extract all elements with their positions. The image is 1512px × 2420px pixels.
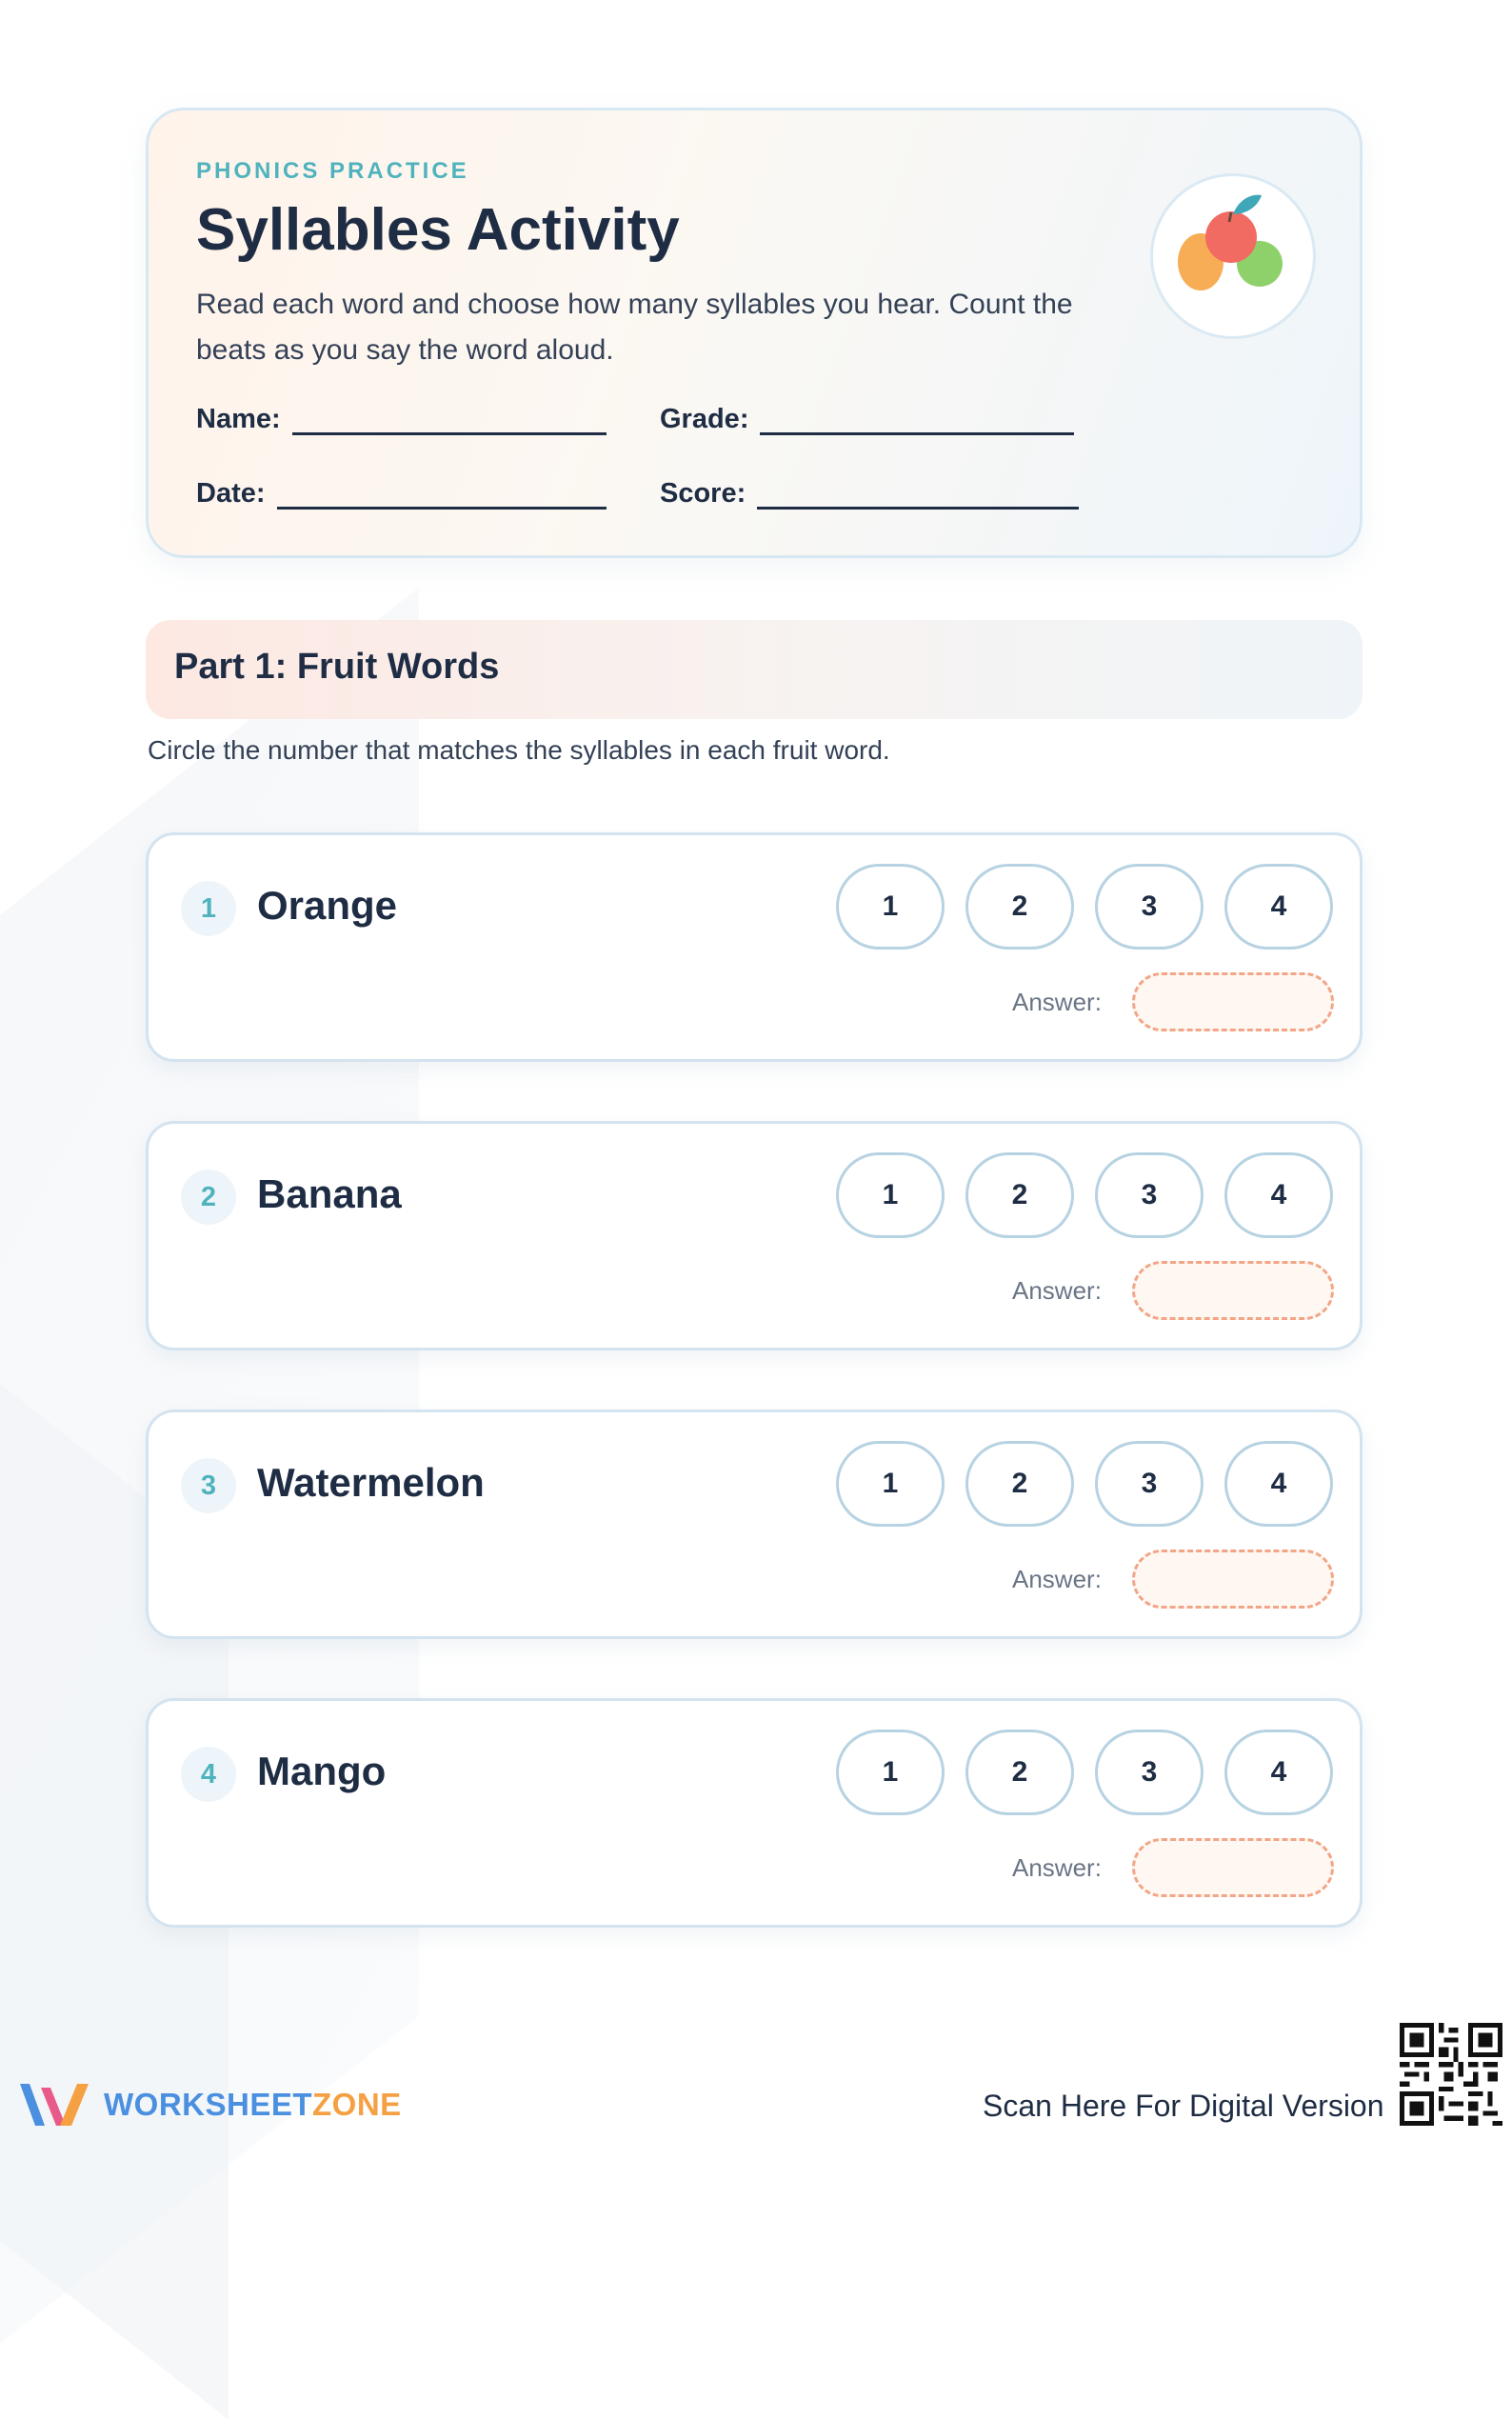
grade-line[interactable] [760, 404, 1074, 435]
choice-option[interactable]: 1 [836, 1730, 945, 1815]
worksheetzone-logo[interactable] [16, 2078, 402, 2131]
answer-label: Answer: [1012, 1565, 1102, 1593]
fruit-badge [1150, 173, 1316, 339]
activity-instructions: Read each word and choose how many syllables you hear. Count the beats as you say the word aloud. [196, 289, 1073, 366]
question-card-1 [146, 832, 1363, 1062]
section-instructions: Circle the number that matches the syllables in each fruit word. [148, 735, 890, 765]
choice-option[interactable]: 2 [965, 1152, 1074, 1238]
logo-text-part2: ZONE [312, 2087, 402, 2122]
page-title: Syllables Activity [196, 197, 680, 263]
choice-option[interactable]: 3 [1095, 864, 1204, 950]
question-word: Watermelon [257, 1460, 485, 1505]
choice-option[interactable]: 2 [965, 1730, 1074, 1815]
choice-group [836, 1730, 1333, 1815]
question-card-3 [146, 1410, 1363, 1639]
question-number: 3 [181, 1458, 236, 1513]
choice-option[interactable]: 3 [1095, 1441, 1204, 1527]
answer-label: Answer: [1012, 1853, 1102, 1882]
question-number: 2 [181, 1170, 236, 1225]
grade-label: Grade: [660, 404, 749, 434]
date-label: Date: [196, 478, 266, 509]
answer-box[interactable] [1132, 972, 1334, 1031]
choice-option[interactable]: 4 [1224, 864, 1333, 950]
question-number: 1 [181, 881, 236, 936]
choice-group [836, 864, 1333, 950]
question-card-4 [146, 1698, 1363, 1928]
choice-option[interactable]: 4 [1224, 1152, 1333, 1238]
question-card-2 [146, 1121, 1363, 1350]
choice-group [836, 1441, 1333, 1527]
section-title: Part 1: Fruit Words [174, 647, 500, 687]
eyebrow-label: PHONICS PRACTICE [196, 158, 469, 184]
qr-code-icon[interactable] [1400, 2023, 1502, 2126]
answer-box[interactable] [1132, 1838, 1334, 1897]
section-banner [146, 620, 1363, 719]
question-word: Mango [257, 1749, 387, 1793]
choice-option[interactable]: 4 [1224, 1730, 1333, 1815]
score-field[interactable] [660, 478, 1079, 510]
choice-option[interactable]: 4 [1224, 1441, 1333, 1527]
choice-option[interactable]: 1 [836, 1152, 945, 1238]
header-card [146, 108, 1363, 558]
date-field[interactable] [196, 478, 607, 510]
answer-label: Answer: [1012, 988, 1102, 1016]
name-label: Name: [196, 404, 281, 434]
name-line[interactable] [292, 404, 607, 435]
logo-text [104, 2087, 402, 2123]
question-word: Banana [257, 1171, 402, 1216]
score-line[interactable] [757, 478, 1079, 510]
grade-field[interactable] [660, 404, 1074, 435]
fruit-icon [1153, 176, 1313, 336]
choice-option[interactable]: 3 [1095, 1152, 1204, 1238]
answer-box[interactable] [1132, 1261, 1334, 1320]
name-field[interactable] [196, 404, 607, 435]
answer-box[interactable] [1132, 1550, 1334, 1609]
choice-option[interactable]: 1 [836, 1441, 945, 1527]
question-word: Orange [257, 883, 398, 928]
choice-group [836, 1152, 1333, 1238]
date-line[interactable] [277, 478, 607, 510]
choice-option[interactable]: 1 [836, 864, 945, 950]
question-number: 4 [181, 1747, 236, 1802]
choice-option[interactable]: 2 [965, 864, 1074, 950]
answer-label: Answer: [1012, 1276, 1102, 1305]
logo-w-icon [16, 2078, 90, 2131]
score-label: Score: [660, 478, 746, 509]
choice-option[interactable]: 3 [1095, 1730, 1204, 1815]
scan-instruction: Scan Here For Digital Version [983, 2089, 1384, 2123]
choice-option[interactable]: 2 [965, 1441, 1074, 1527]
logo-text-part1: WORKSHEET [104, 2087, 312, 2122]
